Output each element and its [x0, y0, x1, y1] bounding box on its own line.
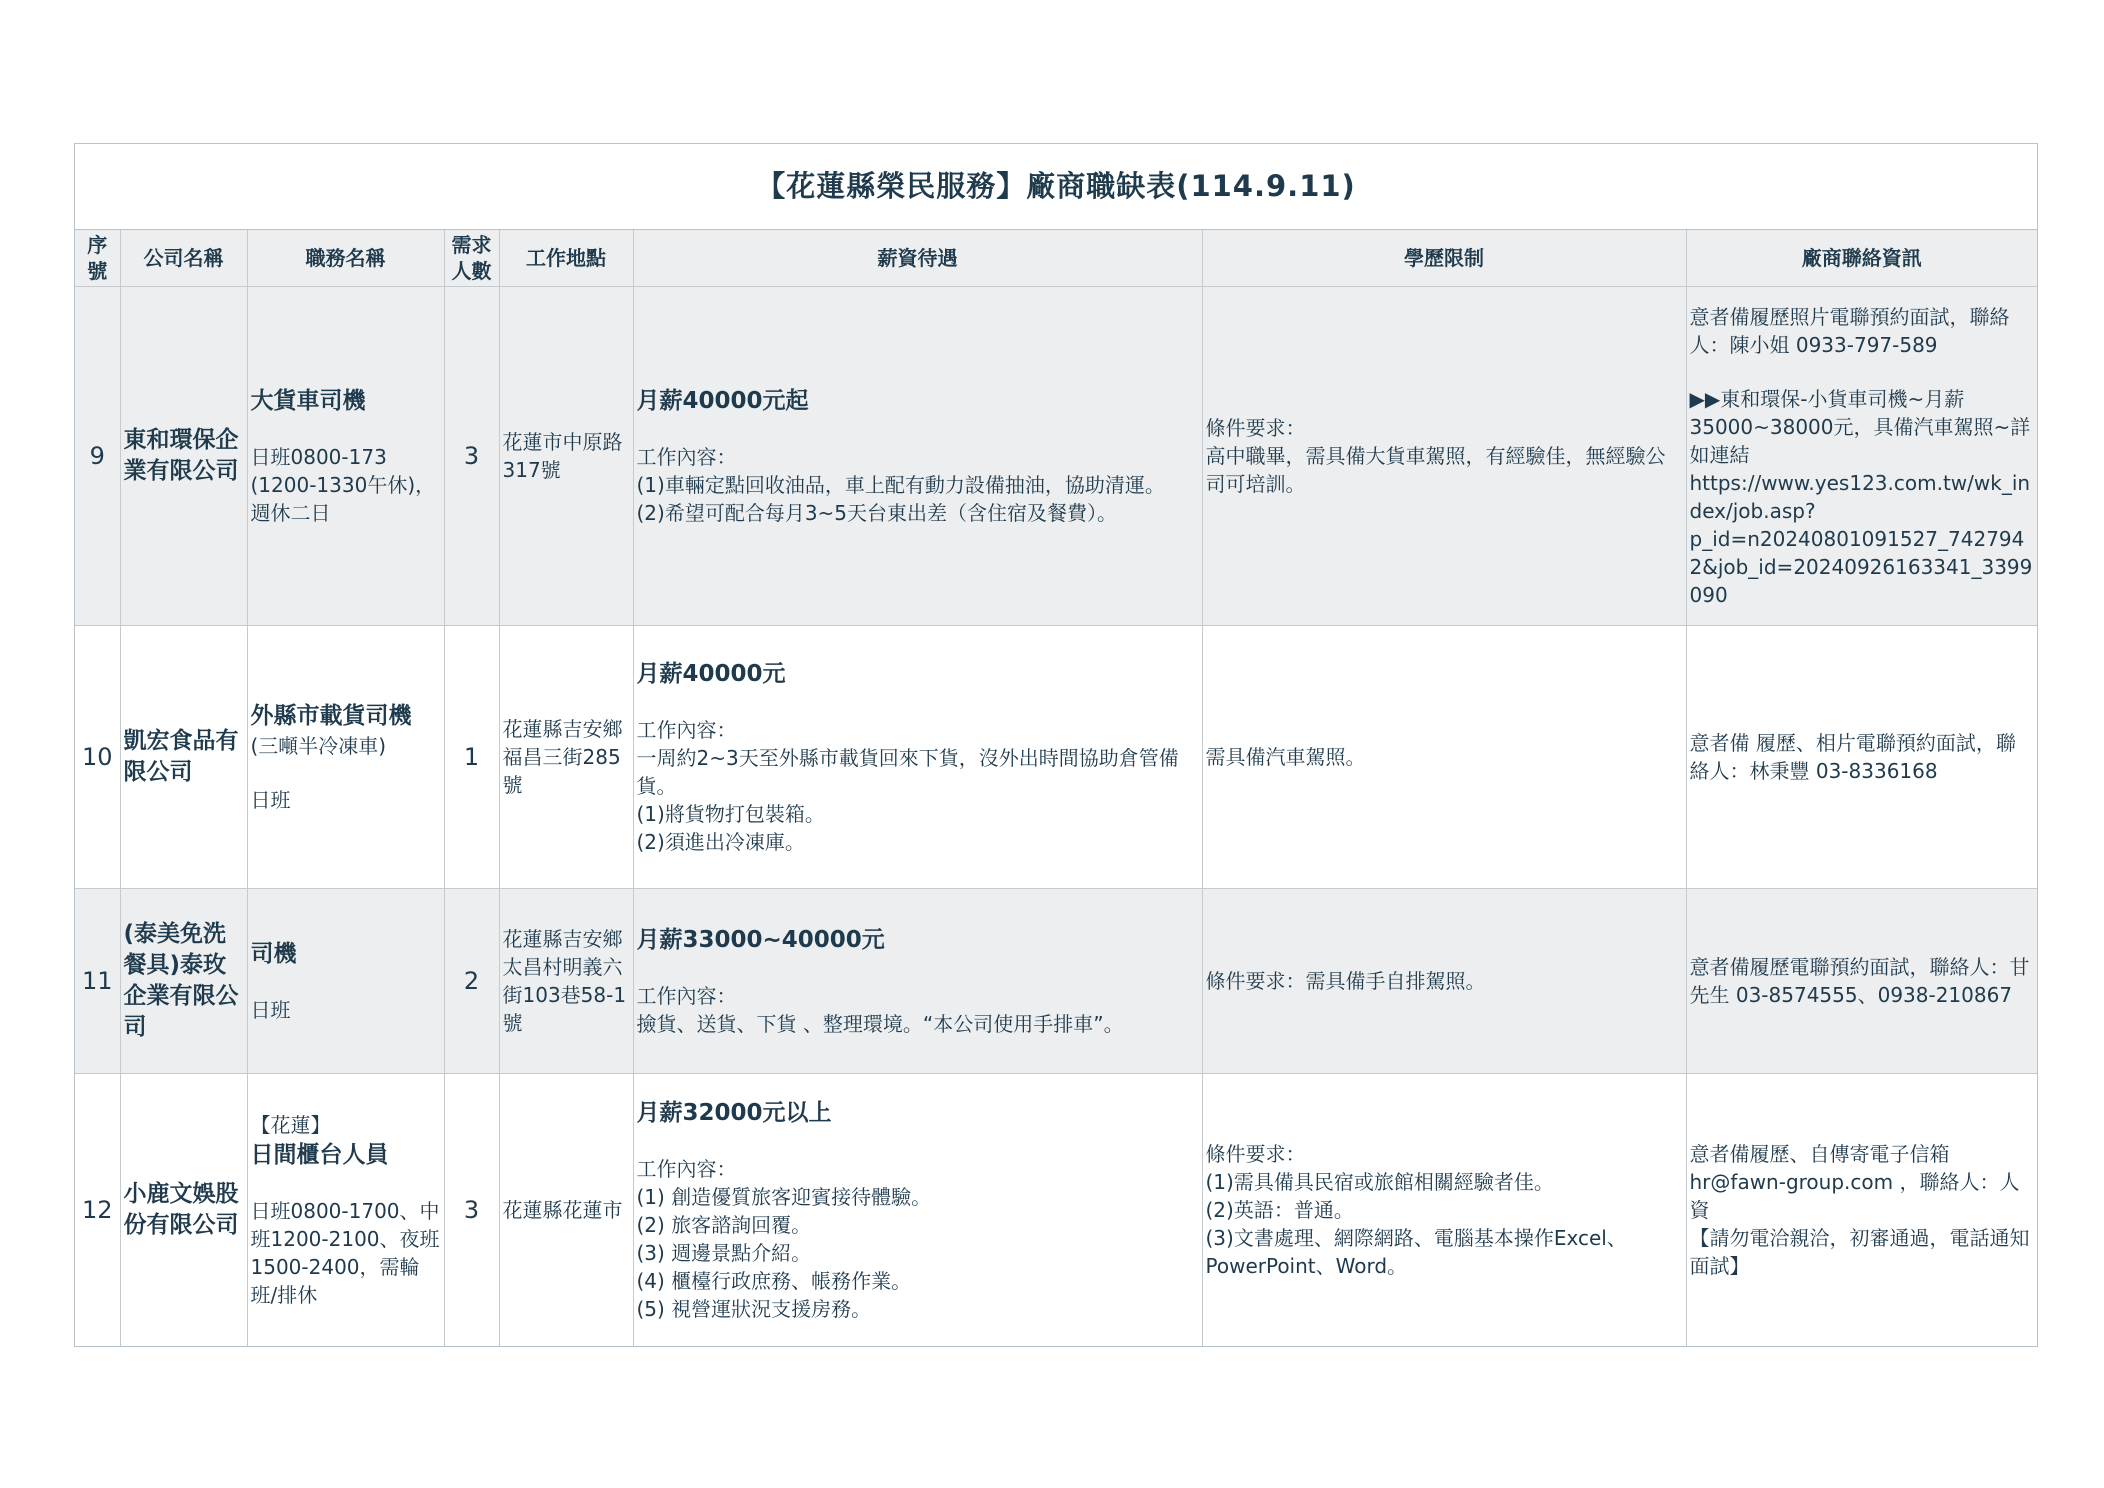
education-line: (3)文書處理、網際網路、電腦基本操作Excel、PowerPoint、Word。	[1205, 1226, 1627, 1278]
salary-detail: (3) 週邊景點介紹。	[636, 1241, 812, 1265]
table-row	[75, 626, 2037, 889]
row-contact	[1686, 1074, 2037, 1347]
row-salary	[633, 1074, 1202, 1347]
position-detail: 日班0800-1700、中班1200-2100、夜班1500-2400，需輪班/排休	[250, 1199, 440, 1307]
row-company: 東和環保企業有限公司	[120, 287, 247, 626]
row-position	[247, 626, 444, 889]
row-company: 小鹿文娛股份有限公司	[120, 1074, 247, 1347]
salary-detail: (2)希望可配合每月3~5天台東出差（含住宿及餐費）。	[636, 501, 1118, 525]
job-vacancy-sheet	[74, 143, 2038, 1347]
row-education	[1202, 626, 1686, 889]
table-row	[75, 287, 2037, 626]
row-location: 花蓮縣吉安鄉福昌三街285號	[499, 626, 633, 889]
row-salary	[633, 626, 1202, 889]
row-seq: 12	[75, 1074, 120, 1347]
row-count: 3	[444, 287, 499, 626]
salary-title: 月薪40000元	[636, 661, 786, 687]
salary-detail: 工作內容：	[636, 718, 737, 742]
salary-detail: 一周約2~3天至外縣市載貨回來下貨，沒外出時間協助倉管備貨。	[636, 746, 1179, 798]
row-education	[1202, 889, 1686, 1074]
row-salary	[633, 889, 1202, 1074]
contact-line: 意者備 履歷、相片電聯預約面試，聯絡人：林秉豐 03-8336168	[1689, 731, 2016, 783]
salary-detail: (2)須進出冷凍庫。	[636, 830, 805, 854]
contact-line: 意者備履歷電聯預約面試，聯絡人：甘先生 03-8574555、0938-210867	[1689, 955, 2030, 1007]
row-count: 1	[444, 626, 499, 889]
position-title: 外縣市載貨司機	[250, 703, 412, 729]
header-company: 公司名稱	[120, 230, 247, 287]
header-count: 需求人數	[444, 230, 499, 287]
education-line: (1)需具備具民宿或旅館相關經驗者佳。	[1205, 1170, 1554, 1194]
row-company: (泰美免洗餐具)泰玫企業有限公司	[120, 889, 247, 1074]
header-location: 工作地點	[499, 230, 633, 287]
position-detail: (1200-1330午休)，	[250, 473, 436, 497]
row-company: 凱宏食品有限公司	[120, 626, 247, 889]
document-title: 【花蓮縣榮民服務】廠商職缺表(114.9.11)	[75, 144, 2037, 230]
salary-title: 月薪40000元起	[636, 388, 809, 414]
row-salary	[633, 287, 1202, 626]
salary-detail: (5) 視營運狀況支援房務。	[636, 1297, 872, 1321]
row-seq: 10	[75, 626, 120, 889]
row-count: 3	[444, 1074, 499, 1347]
position-title: 日間櫃台人員	[250, 1142, 389, 1168]
salary-detail: 工作內容：	[636, 984, 737, 1008]
salary-detail: (2) 旅客諮詢回覆。	[636, 1213, 812, 1237]
row-seq: 9	[75, 287, 120, 626]
salary-detail: (4) 櫃檯行政庶務、帳務作業。	[636, 1269, 912, 1293]
header-education: 學歷限制	[1202, 230, 1686, 287]
table-row	[75, 1074, 2037, 1347]
row-position	[247, 287, 444, 626]
row-education	[1202, 1074, 1686, 1347]
education-line: 條件要求：	[1205, 416, 1306, 440]
contact-line: 【請勿電洽親洽，初審通過，電話通知面試】	[1689, 1226, 2030, 1278]
table-header-row	[75, 230, 2037, 287]
contact-line: 意者備履歷照片電聯預約面試，聯絡人：陳小姐 0933-797-589	[1689, 305, 2010, 357]
row-education	[1202, 287, 1686, 626]
header-salary: 薪資待遇	[633, 230, 1202, 287]
position-detail: 週休二日	[250, 501, 331, 525]
position-title: 大貨車司機	[250, 388, 366, 414]
header-seq: 序號	[75, 230, 120, 287]
salary-detail: 工作內容：	[636, 1157, 737, 1181]
salary-detail: (1) 創造優質旅客迎賓接待體驗。	[636, 1185, 932, 1209]
header-contact: 廠商聯絡資訊	[1686, 230, 2037, 287]
salary-detail: (1)車輛定點回收油品，車上配有動力設備抽油，協助清運。	[636, 473, 1165, 497]
salary-detail: 工作內容：	[636, 445, 737, 469]
education-line: 條件要求：	[1205, 1142, 1306, 1166]
row-contact	[1686, 626, 2037, 889]
row-location: 花蓮縣吉安鄉太昌村明義六街103巷58-1號	[499, 889, 633, 1074]
position-prefix: 【花蓮】	[250, 1113, 331, 1137]
table-row	[75, 889, 2037, 1074]
position-detail: 日班	[250, 788, 291, 812]
job-table	[75, 230, 2037, 1346]
row-count: 2	[444, 889, 499, 1074]
education-line: (2)英語：普通。	[1205, 1198, 1354, 1222]
position-title: 司機	[250, 941, 297, 967]
row-position	[247, 889, 444, 1074]
row-seq: 11	[75, 889, 120, 1074]
education-line: 需具備汽車駕照。	[1205, 745, 1366, 769]
education-line: 條件要求：需具備手自排駕照。	[1205, 969, 1486, 993]
row-location: 花蓮縣花蓮市	[499, 1074, 633, 1347]
position-detail: 日班0800-173	[250, 445, 387, 469]
position-detail: (三噸半冷凍車)	[250, 734, 387, 758]
salary-title: 月薪32000元以上	[636, 1100, 832, 1126]
header-position: 職務名稱	[247, 230, 444, 287]
salary-detail: (1)將貨物打包裝箱。	[636, 802, 825, 826]
contact-line: ▶▶東和環保-小貨車司機~月薪35000~38000元，具備汽車駕照~詳如連結https://www.yes123.com.tw/wk_index/job.asp?p_id=n20240801091527_7427942&job_id=20240926163341_3399090	[1689, 387, 2033, 607]
row-location: 花蓮市中原路317號	[499, 287, 633, 626]
row-contact	[1686, 889, 2037, 1074]
position-detail: 日班	[250, 998, 291, 1022]
salary-detail: 撿貨、送貨、下貨 、整理環境。“本公司使用手排車”。	[636, 1012, 1124, 1036]
salary-title: 月薪33000~40000元	[636, 927, 885, 953]
row-position	[247, 1074, 444, 1347]
row-contact	[1686, 287, 2037, 626]
education-line: 高中職畢，需具備大貨車駕照，有經驗佳，無經驗公司可培訓。	[1205, 444, 1666, 496]
contact-line: 意者備履歷、自傳寄電子信箱hr@fawn-group.com ，聯絡人：人資	[1689, 1142, 2020, 1222]
